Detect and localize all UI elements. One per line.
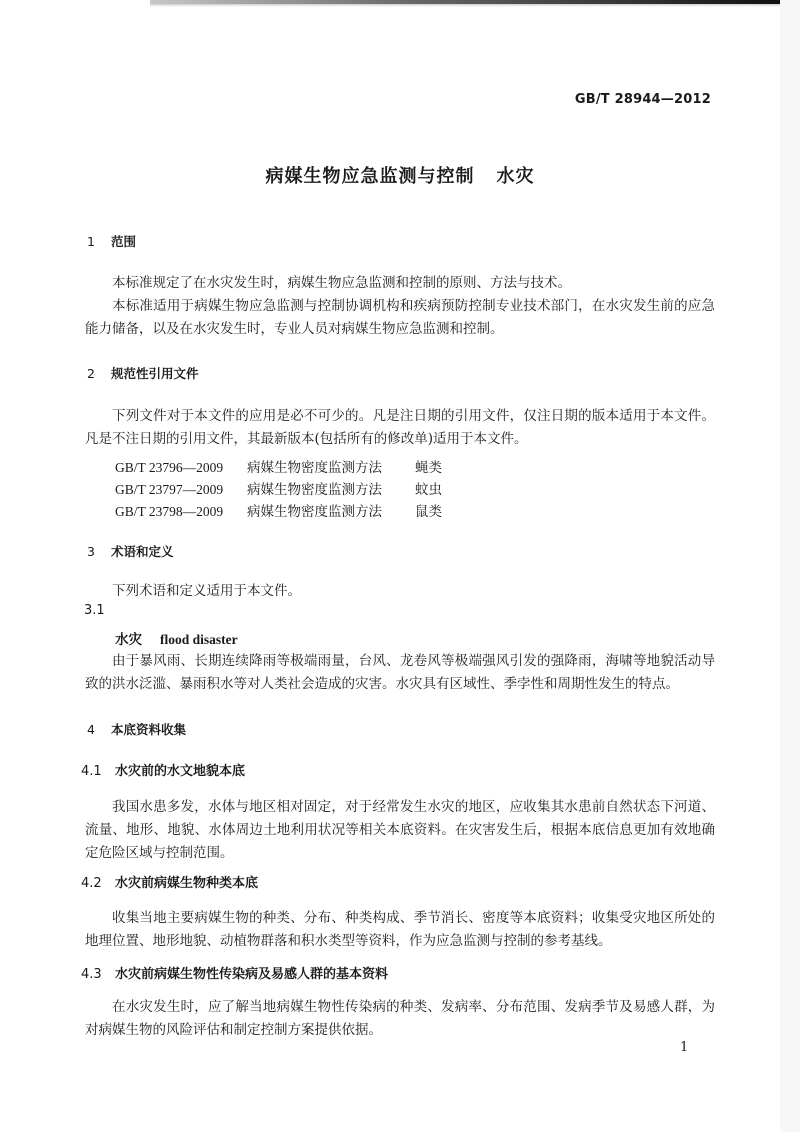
- reference-code: GB/T 23796—2009: [115, 460, 224, 475]
- reference-title: 病媒生物密度监测方法: [247, 504, 382, 520]
- subsection-4-1-paragraph: 我国水患多发，水体与地区相对固定，对于经常发生水灾的地区，应收集其水患前自然状态下河道、流量、地形、地貌、水体周边土地利用状况等相关本底资料。在灾害发生后，根据本底信息更加有效地确定危险区域与控制范围。: [85, 799, 715, 861]
- subsection-4-2-paragraph: 收集当地主要病媒生物的种类、分布、种类构成、季节消长、密度等本底资料；收集受灾地区所处的地理位置、地形地貌、动植物群落和积水类型等资料，作为应急监测与控制的参考基线。: [85, 910, 715, 949]
- document-title: [0, 162, 800, 188]
- term-zh: 水灾: [115, 632, 142, 648]
- section-number: 2: [87, 366, 95, 381]
- section-2-heading: [87, 364, 199, 382]
- document-title-sub: 水灾: [496, 166, 535, 187]
- term-definition: 由于暴风雨、长期连续降雨等极端雨量，台风、龙卷风等极端强风引发的强降雨，海啸等地貌活动导致的洪水泛滥、暴雨积水等对人类社会造成的灾害。水灾具有区域性、季孛性和周期性发生的特点。: [85, 653, 715, 692]
- reference-code: GB/T 23798—2009: [115, 504, 224, 519]
- section-3-paragraph: 下列术语和定义适用于本文件。: [112, 583, 301, 599]
- document-title-main: 病媒生物应急监测与控制: [265, 166, 475, 187]
- page-number: 1: [680, 1040, 689, 1055]
- subsection-4-1-heading: [81, 760, 245, 779]
- reference-subject: 鼠类: [415, 504, 442, 520]
- section-number: 3: [87, 544, 95, 559]
- subsection-title: 水灾前病媒生物种类本底: [115, 876, 259, 891]
- section-1-paragraph-1: 本标准规定了在水灾发生时，病媒生物应急监测和控制的原则、方法与技术。: [112, 275, 571, 291]
- subsection-title: 水灾前病媒生物性传染病及易感人群的基本资料: [115, 967, 389, 982]
- reference-subject: 蚊虫: [415, 482, 442, 498]
- reference-row: [115, 478, 442, 498]
- reference-subject: 蝇类: [415, 460, 442, 476]
- section-title: 规范性引用文件: [111, 366, 199, 381]
- scan-edge-shadow: [150, 4, 780, 7]
- subsection-4-3-heading: [81, 963, 388, 982]
- subsection-number: 4.1: [81, 764, 102, 779]
- section-number: 1: [87, 234, 95, 249]
- section-title: 术语和定义: [111, 544, 174, 559]
- standard-code: GB/T 28944—2012: [574, 92, 711, 107]
- term-heading: [115, 628, 238, 648]
- subsection-title: 水灾前的水文地貌本底: [115, 764, 246, 779]
- subsection-4-3-paragraph: 在水灾发生时，应了解当地病媒生物性传染病的种类、发病率、分布范围、发病季节及易感人群，为对病媒生物的风险评估和制定控制方案提供依据。: [85, 999, 715, 1038]
- section-title: 范围: [111, 234, 137, 249]
- reference-code: GB/T 23797—2009: [115, 482, 224, 497]
- section-1-paragraph-2: 本标准适用于病媒生物应急监测与控制协调机构和疾病预防控制专业技术部门，在水灾发生前的应急能力储备，以及在水灾发生时，专业人员对病媒生物应急监测和控制。: [85, 298, 715, 337]
- section-title: 本底资料收集: [111, 722, 187, 737]
- subsection-number: 4.2: [81, 876, 102, 891]
- term-number: 3.1: [84, 603, 105, 618]
- reference-row: [115, 500, 442, 520]
- section-number: 4: [87, 722, 95, 737]
- reference-row: [115, 456, 442, 476]
- reference-title: 病媒生物密度监测方法: [247, 460, 382, 476]
- subsection-4-2-heading: [81, 872, 258, 891]
- section-1-heading: [87, 232, 136, 250]
- reference-title: 病媒生物密度监测方法: [247, 482, 382, 498]
- section-4-heading: [87, 720, 186, 738]
- subsection-number: 4.3: [81, 967, 102, 982]
- section-3-heading: [87, 542, 174, 560]
- term-en: flood disaster: [160, 632, 238, 647]
- section-2-paragraph: 下列文件对于本文件的应用是必不可少的。凡是注日期的引用文件，仅注日期的版本适用于本文件。凡是不注日期的引用文件，其最新版本(包括所有的修改单)适用于本文件。: [85, 408, 715, 447]
